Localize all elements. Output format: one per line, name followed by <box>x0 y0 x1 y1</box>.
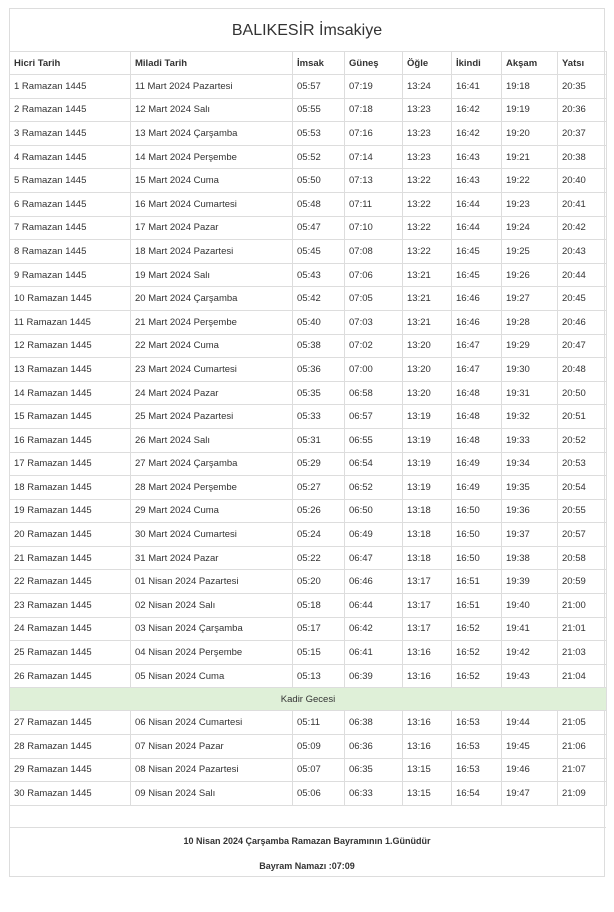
column-header: Hicri Tarih <box>10 52 131 75</box>
table-cell: 07:06 <box>345 263 403 287</box>
table-cell: 05:29 <box>293 452 345 476</box>
table-cell: 16:44 <box>452 216 502 240</box>
table-cell: 13:19 <box>403 476 452 500</box>
table-row <box>10 570 607 594</box>
table-cell: 05:47 <box>293 216 345 240</box>
table-cell: 19:36 <box>502 499 558 523</box>
table-cell: 19:21 <box>502 145 558 169</box>
table-row <box>10 98 607 122</box>
table-cell: 01 Nisan 2024 Pazartesi <box>131 570 293 594</box>
table-cell: 13:22 <box>403 169 452 193</box>
table-row <box>10 782 607 806</box>
table-cell: 2 Ramazan 1445 <box>10 98 131 122</box>
table-cell: 06:58 <box>345 381 403 405</box>
table-cell: 05:52 <box>293 145 345 169</box>
table-row <box>10 358 607 382</box>
table-cell: 06:39 <box>345 664 403 688</box>
table-cell: 05:18 <box>293 594 345 618</box>
table-cell: 11 Mart 2024 Pazartesi <box>131 75 293 99</box>
table-row <box>10 169 607 193</box>
table-cell: 20:44 <box>558 263 607 287</box>
table-cell: 19:26 <box>502 263 558 287</box>
table-cell: 20:53 <box>558 452 607 476</box>
table-cell: 19:18 <box>502 75 558 99</box>
column-header: Akşam <box>502 52 558 75</box>
table-cell: 13:19 <box>403 452 452 476</box>
table-cell: 08 Nisan 2024 Pazartesi <box>131 758 293 782</box>
table-cell: 19:23 <box>502 192 558 216</box>
table-cell: 13:22 <box>403 192 452 216</box>
table-cell: 06:55 <box>345 428 403 452</box>
table-cell: 09 Nisan 2024 Salı <box>131 782 293 806</box>
table-cell: 19:34 <box>502 452 558 476</box>
table-cell: 06:35 <box>345 758 403 782</box>
column-header: İkindi <box>452 52 502 75</box>
table-cell: 21:03 <box>558 641 607 665</box>
table-spacer <box>9 806 606 828</box>
table-cell: 25 Ramazan 1445 <box>10 641 131 665</box>
table-cell: 13:17 <box>403 594 452 618</box>
table-cell: 13:23 <box>403 98 452 122</box>
table-cell: 07:00 <box>345 358 403 382</box>
table-cell: 4 Ramazan 1445 <box>10 145 131 169</box>
table-cell: 13:15 <box>403 758 452 782</box>
table-cell: 06:50 <box>345 499 403 523</box>
table-cell: 06:38 <box>345 711 403 735</box>
table-cell: 19:47 <box>502 782 558 806</box>
table-cell: 16:50 <box>452 499 502 523</box>
table-cell: 21:00 <box>558 594 607 618</box>
table-cell: 20 Mart 2024 Çarşamba <box>131 287 293 311</box>
table-cell: 13:16 <box>403 641 452 665</box>
table-cell: 27 Ramazan 1445 <box>10 711 131 735</box>
table-cell: 29 Mart 2024 Cuma <box>131 499 293 523</box>
table-cell: 19:25 <box>502 240 558 264</box>
table-row <box>10 499 607 523</box>
table-cell: 18 Mart 2024 Pazartesi <box>131 240 293 264</box>
table-cell: 19 Mart 2024 Salı <box>131 263 293 287</box>
table-cell: 13:21 <box>403 287 452 311</box>
table-cell: 05:36 <box>293 358 345 382</box>
table-cell: 05 Nisan 2024 Cuma <box>131 664 293 688</box>
table-cell: 05:11 <box>293 711 345 735</box>
table-cell: 6 Ramazan 1445 <box>10 192 131 216</box>
table-cell: 16:42 <box>452 122 502 146</box>
table-cell: 13:18 <box>403 499 452 523</box>
table-cell: 19:35 <box>502 476 558 500</box>
table-cell: 13:23 <box>403 145 452 169</box>
table-row <box>10 287 607 311</box>
column-header: İmsak <box>293 52 345 75</box>
table-header <box>10 52 607 75</box>
table-row <box>10 617 607 641</box>
table-row <box>10 310 607 334</box>
table-cell: 23 Mart 2024 Cumartesi <box>131 358 293 382</box>
table-row <box>10 546 607 570</box>
table-cell: 19:41 <box>502 617 558 641</box>
table-cell: 05:20 <box>293 570 345 594</box>
table-cell: 19:30 <box>502 358 558 382</box>
table-cell: 05:55 <box>293 98 345 122</box>
table-cell: 21 Mart 2024 Perşembe <box>131 310 293 334</box>
table-cell: 27 Mart 2024 Çarşamba <box>131 452 293 476</box>
table-cell: 13:22 <box>403 216 452 240</box>
table-cell: 20:55 <box>558 499 607 523</box>
footer <box>10 829 604 878</box>
table-cell: 16:50 <box>452 546 502 570</box>
table-cell: 04 Nisan 2024 Perşembe <box>131 641 293 665</box>
table-cell: 16:47 <box>452 358 502 382</box>
table-cell: 20:50 <box>558 381 607 405</box>
table-cell: 21:06 <box>558 735 607 759</box>
table-cell: 20:59 <box>558 570 607 594</box>
table-cell: 19 Ramazan 1445 <box>10 499 131 523</box>
table-cell: 20:52 <box>558 428 607 452</box>
table-cell: 06:36 <box>345 735 403 759</box>
table-cell: 19:37 <box>502 523 558 547</box>
table-cell: 11 Ramazan 1445 <box>10 310 131 334</box>
table-cell: 13:17 <box>403 617 452 641</box>
table-cell: 19:31 <box>502 381 558 405</box>
table-row <box>10 641 607 665</box>
table-cell: 16:49 <box>452 452 502 476</box>
table-cell: 16:53 <box>452 711 502 735</box>
table-cell: 05:43 <box>293 263 345 287</box>
table-cell: 19:29 <box>502 334 558 358</box>
bayram-namazi-text: Bayram Namazı :07:09 <box>259 860 355 871</box>
table-cell: 05:31 <box>293 428 345 452</box>
table-cell: 13:18 <box>403 523 452 547</box>
table-cell: 20:42 <box>558 216 607 240</box>
table-cell: 16:53 <box>452 735 502 759</box>
table-cell: 19:39 <box>502 570 558 594</box>
table-row <box>10 664 607 688</box>
table-cell: 20:40 <box>558 169 607 193</box>
table-cell: 26 Mart 2024 Salı <box>131 428 293 452</box>
table-cell: 13:21 <box>403 263 452 287</box>
table-row <box>10 735 607 759</box>
column-header: Yatsı <box>558 52 607 75</box>
table-cell: 5 Ramazan 1445 <box>10 169 131 193</box>
table-row <box>10 192 607 216</box>
table-row <box>10 758 607 782</box>
column-header: Öğle <box>403 52 452 75</box>
table-cell: 28 Ramazan 1445 <box>10 735 131 759</box>
table-cell: 28 Mart 2024 Perşembe <box>131 476 293 500</box>
table-cell: 13:16 <box>403 664 452 688</box>
table-cell: 3 Ramazan 1445 <box>10 122 131 146</box>
table-cell: 30 Ramazan 1445 <box>10 782 131 806</box>
table-cell: 16:43 <box>452 145 502 169</box>
table-cell: 05:42 <box>293 287 345 311</box>
table-cell: 05:33 <box>293 405 345 429</box>
table-body <box>10 75 607 806</box>
table-cell: 20:43 <box>558 240 607 264</box>
table-cell: 16:50 <box>452 523 502 547</box>
table-row <box>10 334 607 358</box>
header-row <box>10 52 607 75</box>
table-cell: 20:46 <box>558 310 607 334</box>
table-row <box>10 381 607 405</box>
table-cell: 30 Mart 2024 Cumartesi <box>131 523 293 547</box>
table-cell: 20:51 <box>558 405 607 429</box>
table-cell: 16:46 <box>452 310 502 334</box>
table-cell: 05:53 <box>293 122 345 146</box>
table-cell: 20:36 <box>558 98 607 122</box>
table-cell: 8 Ramazan 1445 <box>10 240 131 264</box>
table-cell: 15 Ramazan 1445 <box>10 405 131 429</box>
table-cell: 07:14 <box>345 145 403 169</box>
table-cell: 13:24 <box>403 75 452 99</box>
table-row <box>10 428 607 452</box>
table-cell: 21:09 <box>558 782 607 806</box>
table-cell: 05:06 <box>293 782 345 806</box>
table-cell: 22 Mart 2024 Cuma <box>131 334 293 358</box>
table-cell: 07:19 <box>345 75 403 99</box>
table-cell: 19:33 <box>502 428 558 452</box>
table-cell: 05:13 <box>293 664 345 688</box>
table-cell: 05:40 <box>293 310 345 334</box>
table-cell: 16:52 <box>452 617 502 641</box>
column-header: Miladi Tarih <box>131 52 293 75</box>
table-cell: 07:05 <box>345 287 403 311</box>
table-cell: 05:57 <box>293 75 345 99</box>
table-cell: 16:45 <box>452 263 502 287</box>
table-cell: 31 Mart 2024 Pazar <box>131 546 293 570</box>
table-cell: 29 Ramazan 1445 <box>10 758 131 782</box>
table-cell: 16:44 <box>452 192 502 216</box>
table-cell: 26 Ramazan 1445 <box>10 664 131 688</box>
table-cell: 21 Ramazan 1445 <box>10 546 131 570</box>
table-row <box>10 145 607 169</box>
table-cell: 05:26 <box>293 499 345 523</box>
bayram-text: 10 Nisan 2024 Çarşamba Ramazan Bayramının 1.Günüdür <box>183 835 431 846</box>
table-cell: 16:42 <box>452 98 502 122</box>
table-cell: 16 Ramazan 1445 <box>10 428 131 452</box>
table-cell: 19:46 <box>502 758 558 782</box>
table-cell: 13 Ramazan 1445 <box>10 358 131 382</box>
table-cell: 21:07 <box>558 758 607 782</box>
table-cell: 13:20 <box>403 358 452 382</box>
table-cell: 24 Ramazan 1445 <box>10 617 131 641</box>
table-row <box>10 122 607 146</box>
table-cell: 20:38 <box>558 145 607 169</box>
table-cell: 07:16 <box>345 122 403 146</box>
table-cell: 25 Mart 2024 Pazartesi <box>131 405 293 429</box>
table-cell: 19:38 <box>502 546 558 570</box>
table-row <box>10 476 607 500</box>
table-cell: 13:16 <box>403 735 452 759</box>
table-cell: 19:28 <box>502 310 558 334</box>
table-cell: 16:45 <box>452 240 502 264</box>
table-cell: 20:45 <box>558 287 607 311</box>
table-cell: 13:16 <box>403 711 452 735</box>
table-cell: 16:54 <box>452 782 502 806</box>
table-row <box>10 711 607 735</box>
table-cell: 9 Ramazan 1445 <box>10 263 131 287</box>
table-cell: 19:32 <box>502 405 558 429</box>
table-cell: 13:22 <box>403 240 452 264</box>
table-cell: 16 Mart 2024 Cumartesi <box>131 192 293 216</box>
table-cell: 05:17 <box>293 617 345 641</box>
table-cell: 14 Ramazan 1445 <box>10 381 131 405</box>
page-title: BALIKESİR İmsakiye <box>231 22 383 39</box>
table-cell: 13:18 <box>403 546 452 570</box>
table-cell: 19:22 <box>502 169 558 193</box>
column-header: Güneş <box>345 52 403 75</box>
table-cell: 06:46 <box>345 570 403 594</box>
table-cell: 02 Nisan 2024 Salı <box>131 594 293 618</box>
table-row <box>10 523 607 547</box>
table-cell: 05:09 <box>293 735 345 759</box>
table-cell: 19:44 <box>502 711 558 735</box>
table-cell: 13:19 <box>403 405 452 429</box>
table-cell: 07:18 <box>345 98 403 122</box>
table-cell: 19:42 <box>502 641 558 665</box>
table-cell: 16:53 <box>452 758 502 782</box>
table-cell: 20:48 <box>558 358 607 382</box>
table-cell: 06:44 <box>345 594 403 618</box>
table-cell: 05:07 <box>293 758 345 782</box>
table-cell: 07:08 <box>345 240 403 264</box>
table-row <box>10 263 607 287</box>
table-cell: 7 Ramazan 1445 <box>10 216 131 240</box>
table-cell: 16:48 <box>452 428 502 452</box>
imsakiye-table <box>9 51 607 806</box>
table-cell: 20:41 <box>558 192 607 216</box>
table-cell: 16:46 <box>452 287 502 311</box>
table-cell: 16:47 <box>452 334 502 358</box>
table-row <box>10 405 607 429</box>
table-cell: 20 Ramazan 1445 <box>10 523 131 547</box>
table-cell: 07:13 <box>345 169 403 193</box>
table-cell: 12 Ramazan 1445 <box>10 334 131 358</box>
table-cell: 06:57 <box>345 405 403 429</box>
table-cell: 12 Mart 2024 Salı <box>131 98 293 122</box>
table-cell: 06:33 <box>345 782 403 806</box>
table-cell: 20:54 <box>558 476 607 500</box>
table-cell: 06:42 <box>345 617 403 641</box>
table-cell: 23 Ramazan 1445 <box>10 594 131 618</box>
table-cell: 07:02 <box>345 334 403 358</box>
table-cell: 19:27 <box>502 287 558 311</box>
table-cell: 13:20 <box>403 334 452 358</box>
table-cell: 06:41 <box>345 641 403 665</box>
table-cell: 19:24 <box>502 216 558 240</box>
table-cell: 07:03 <box>345 310 403 334</box>
table-cell: 05:24 <box>293 523 345 547</box>
table-cell: 07:11 <box>345 192 403 216</box>
table-row <box>10 240 607 264</box>
table-cell: 19:45 <box>502 735 558 759</box>
table-cell: 05:48 <box>293 192 345 216</box>
table-cell: 05:27 <box>293 476 345 500</box>
table-cell: 07 Nisan 2024 Pazar <box>131 735 293 759</box>
table-cell: 18 Ramazan 1445 <box>10 476 131 500</box>
table-cell: 05:38 <box>293 334 345 358</box>
table-cell: 13:20 <box>403 381 452 405</box>
table-cell: 16:51 <box>452 594 502 618</box>
table-cell: 07:10 <box>345 216 403 240</box>
table-cell: 16:43 <box>452 169 502 193</box>
table-cell: 16:41 <box>452 75 502 99</box>
table-cell: 1 Ramazan 1445 <box>10 75 131 99</box>
table-cell: 13:17 <box>403 570 452 594</box>
table-cell: 20:37 <box>558 122 607 146</box>
table-cell: 05:22 <box>293 546 345 570</box>
kadir-gecesi-row <box>10 688 607 711</box>
table-cell: 16:52 <box>452 664 502 688</box>
table-cell: 17 Mart 2024 Pazar <box>131 216 293 240</box>
table-cell: 16:51 <box>452 570 502 594</box>
table-cell: 14 Mart 2024 Perşembe <box>131 145 293 169</box>
table-cell: 20:35 <box>558 75 607 99</box>
table-cell: 20:58 <box>558 546 607 570</box>
table-cell: 19:43 <box>502 664 558 688</box>
table-cell: 20:57 <box>558 523 607 547</box>
table-cell: 16:48 <box>452 381 502 405</box>
table-cell: 13:21 <box>403 310 452 334</box>
table-cell: 06:54 <box>345 452 403 476</box>
table-cell: 24 Mart 2024 Pazar <box>131 381 293 405</box>
table-cell: 19:20 <box>502 122 558 146</box>
table-cell: 03 Nisan 2024 Çarşamba <box>131 617 293 641</box>
table-cell: 17 Ramazan 1445 <box>10 452 131 476</box>
table-cell: 05:35 <box>293 381 345 405</box>
table-cell: 13:15 <box>403 782 452 806</box>
table-cell: 05:45 <box>293 240 345 264</box>
table-cell: 06:49 <box>345 523 403 547</box>
table-cell: 21:01 <box>558 617 607 641</box>
table-row <box>10 75 607 99</box>
table-cell: 16:48 <box>452 405 502 429</box>
table-row <box>10 452 607 476</box>
table-cell: 06 Nisan 2024 Cumartesi <box>131 711 293 735</box>
table-cell: 06:52 <box>345 476 403 500</box>
table-row <box>10 594 607 618</box>
table-cell: 13:19 <box>403 428 452 452</box>
table-cell: 15 Mart 2024 Cuma <box>131 169 293 193</box>
table-row <box>10 216 607 240</box>
table-cell: 13:23 <box>403 122 452 146</box>
imsakiye-card <box>9 8 605 877</box>
table-cell: 16:49 <box>452 476 502 500</box>
table-cell: 19:40 <box>502 594 558 618</box>
table-cell: 21:04 <box>558 664 607 688</box>
kadir-gecesi-label: Kadir Gecesi <box>10 688 607 711</box>
table-cell: 20:47 <box>558 334 607 358</box>
table-cell: 10 Ramazan 1445 <box>10 287 131 311</box>
table-cell: 05:50 <box>293 169 345 193</box>
table-cell: 05:15 <box>293 641 345 665</box>
table-cell: 19:19 <box>502 98 558 122</box>
table-cell: 13 Mart 2024 Çarşamba <box>131 122 293 146</box>
table-cell: 22 Ramazan 1445 <box>10 570 131 594</box>
table-cell: 16:52 <box>452 641 502 665</box>
table-cell: 21:05 <box>558 711 607 735</box>
table-cell: 06:47 <box>345 546 403 570</box>
